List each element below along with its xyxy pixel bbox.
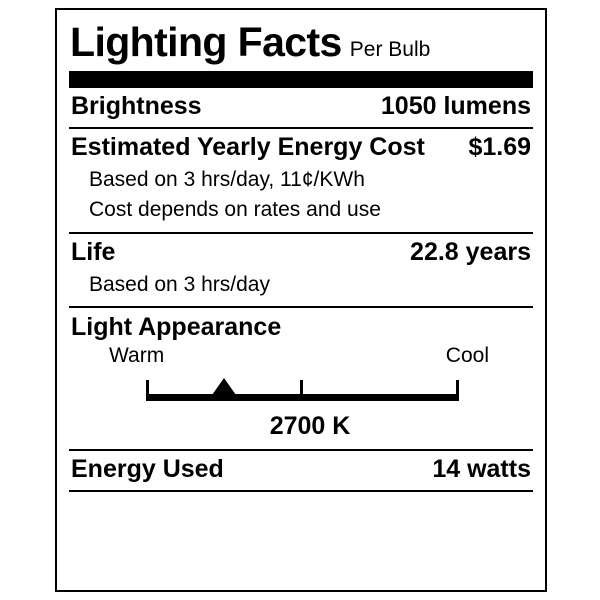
brightness-label: Brightness xyxy=(71,92,202,120)
energy-cost-row xyxy=(67,129,535,168)
scale-tick-middle xyxy=(300,380,303,395)
label-inner xyxy=(57,10,545,590)
energy-used-value: 14 watts xyxy=(432,455,531,484)
energy-used-label: Energy Used xyxy=(71,455,224,484)
life-value: 22.8 years xyxy=(410,237,531,266)
scale-tick-left xyxy=(146,380,149,395)
light-appearance-scale xyxy=(71,372,531,414)
energy-cost-value: $1.69 xyxy=(468,132,531,161)
energy-cost-label: Estimated Yearly Energy Cost xyxy=(71,132,425,161)
brightness-row xyxy=(67,88,535,127)
color-temperature-value: 2700 K xyxy=(269,412,351,441)
page-title-suffix: Per Bulb xyxy=(349,38,431,61)
label-title-row xyxy=(67,10,535,65)
light-appearance-scale-ends xyxy=(71,342,531,368)
life-label: Life xyxy=(71,237,116,266)
energy-cost-note-2: Cost depends on rates and use xyxy=(89,198,381,222)
lighting-facts-label xyxy=(55,8,547,592)
scale-low-label: Warm xyxy=(109,344,165,368)
scale-marker-triangle-icon xyxy=(212,378,236,395)
title-divider-bar xyxy=(69,71,533,88)
energy-used-row xyxy=(67,451,535,490)
scale-bar xyxy=(146,394,459,401)
page-title: Lighting Facts xyxy=(70,19,342,65)
energy-cost-note-1: Based on 3 hrs/day, 11¢/KWh xyxy=(89,168,365,191)
scale-high-label: Cool xyxy=(445,344,489,368)
brightness-value: 1050 lumens xyxy=(380,92,531,120)
scale-tick-right xyxy=(456,380,459,395)
light-appearance-label: Light Appearance xyxy=(71,313,282,342)
blank-footer-area xyxy=(67,492,535,578)
light-appearance-block xyxy=(67,308,535,449)
life-row xyxy=(67,234,535,273)
life-note: Based on 3 hrs/day xyxy=(89,273,270,296)
